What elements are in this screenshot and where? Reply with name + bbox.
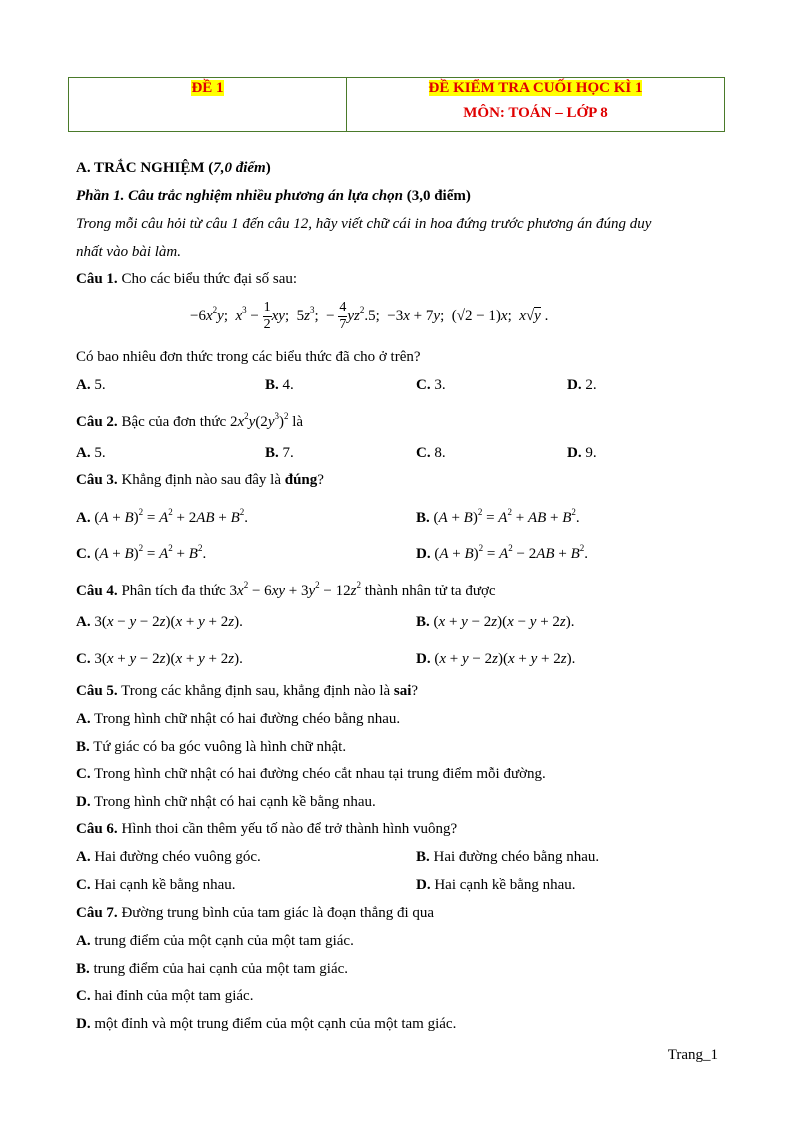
question-2: Câu 2. Bậc của đơn thức $2x^2y(2y^3)^2$ là — [76, 411, 304, 430]
q2-option-c: C. 8. — [416, 445, 446, 461]
instruction-line-2: nhất vào bài làm. — [76, 244, 181, 260]
section-title: A. TRẮC NGHIỆM (7,0 điểm) — [76, 160, 271, 176]
q7-option-b: B. trung điểm của hai cạnh của một tam giác. — [76, 961, 349, 977]
q3-option-d: D. $(A + B)^2 = A^2 - 2AB + B^2$. — [416, 543, 588, 562]
exam-header — [68, 77, 725, 132]
q5-option-b: B. Tứ giác có ba góc vuông là hình chữ nhật. — [76, 739, 347, 755]
page-number: Trang_1 — [667, 1047, 718, 1063]
q7-option-c: C. hai đỉnh của một tam giác. — [76, 988, 254, 1004]
exam-number: ĐỀ 1 — [191, 80, 224, 96]
q2-option-d: D. 9. — [567, 445, 597, 461]
q3-option-a: A. $(A + B)^2 = A^2 + 2AB + B^2$. — [76, 507, 248, 526]
q5-option-d: D. Trong hình chữ nhật có hai cạnh kề bằng nhau. — [76, 794, 376, 810]
q1-option-b: B. 4. — [265, 377, 294, 393]
q1-followup: Có bao nhiêu đơn thức trong các biểu thức đã cho ở trên? — [76, 349, 421, 365]
q4-option-c: C. 3(x + y − 2z)(x + y + 2z). — [76, 651, 243, 667]
question-4: Câu 4. Phân tích đa thức $3x^2 - 6xy + 3y^2 - 12z^2$ thành nhân tử ta được — [76, 580, 496, 599]
instruction-line-1: Trong mỗi câu hỏi từ câu 1 đến câu 12, hãy viết chữ cái in hoa đứng trước phương án đúng duy — [76, 216, 652, 232]
q4-option-d: D. (x + y − 2z)(x + y + 2z). — [416, 651, 576, 667]
question-7: Câu 7. Đường trung bình của tam giác là đoạn thẳng đi qua — [76, 905, 435, 921]
q7-option-a: A. trung điểm của một cạnh của một tam giác. — [76, 933, 354, 949]
q2-option-a: A. 5. — [76, 445, 106, 461]
q4-option-a: A. 3(x − y − 2z)(x + y + 2z). — [76, 614, 243, 630]
q6-option-d: D. Hai cạnh kề bằng nhau. — [416, 877, 576, 893]
question-1: Câu 1. Cho các biểu thức đại số sau: — [76, 271, 298, 287]
q5-option-c: C. Trong hình chữ nhật có hai đường chéo cắt nhau tại trung điểm mỗi đường. — [76, 766, 546, 782]
question-6: Câu 6. Hình thoi cần thêm yếu tố nào để trở thành hình vuông? — [76, 821, 458, 837]
q3-option-c: C. $(A + B)^2 = A^2 + B^2$. — [76, 543, 207, 562]
header-left-cell — [69, 78, 347, 131]
q6-option-c: C. Hai cạnh kề bằng nhau. — [76, 877, 236, 893]
q7-option-d: D. một đỉnh và một trung điểm của một cạnh của một tam giác. — [76, 1016, 457, 1032]
header-right-cell — [347, 78, 724, 131]
q1-option-a: A. 5. — [76, 377, 106, 393]
q2-option-b: B. 7. — [265, 445, 294, 461]
q3-option-b: B. $(A + B)^2 = A^2$ + AB + $B^2$. — [416, 507, 580, 526]
q6-option-b: B. Hai đường chéo bằng nhau. — [416, 849, 600, 865]
exam-subject: MÔN: TOÁN – LỚP 8 — [463, 105, 608, 121]
q4-option-b: B. (x + y − 2z)(x − y + 2z). — [416, 614, 575, 630]
part1-title: Phần 1. Câu trắc nghiệm nhiều phương án lựa chọn (3,0 điểm) — [76, 188, 471, 204]
q1-option-c: C. 3. — [416, 377, 446, 393]
q1-option-d: D. 2. — [567, 377, 597, 393]
exam-title: ĐỀ KIỂM TRA CUỐI HỌC KÌ 1 — [428, 80, 643, 96]
q6-option-a: A. Hai đường chéo vuông góc. — [76, 849, 261, 865]
q5-option-a: A. Trong hình chữ nhật có hai đường chéo bằng nhau. — [76, 711, 401, 727]
question-3: Câu 3. Khẳng định nào sau đây là đúng? — [76, 472, 324, 488]
q1-expressions: $-6x^2y$; $x^3$ − $\frac{1}{2}$ xy; $5z^3$; − $\frac{4}{7}$ $yz^2.5$; −3x + 7y; (√2 − 1)x; x√y . — [190, 300, 549, 332]
question-5: Câu 5. Trong các khẳng định sau, khẳng định nào là sai? — [76, 683, 419, 699]
